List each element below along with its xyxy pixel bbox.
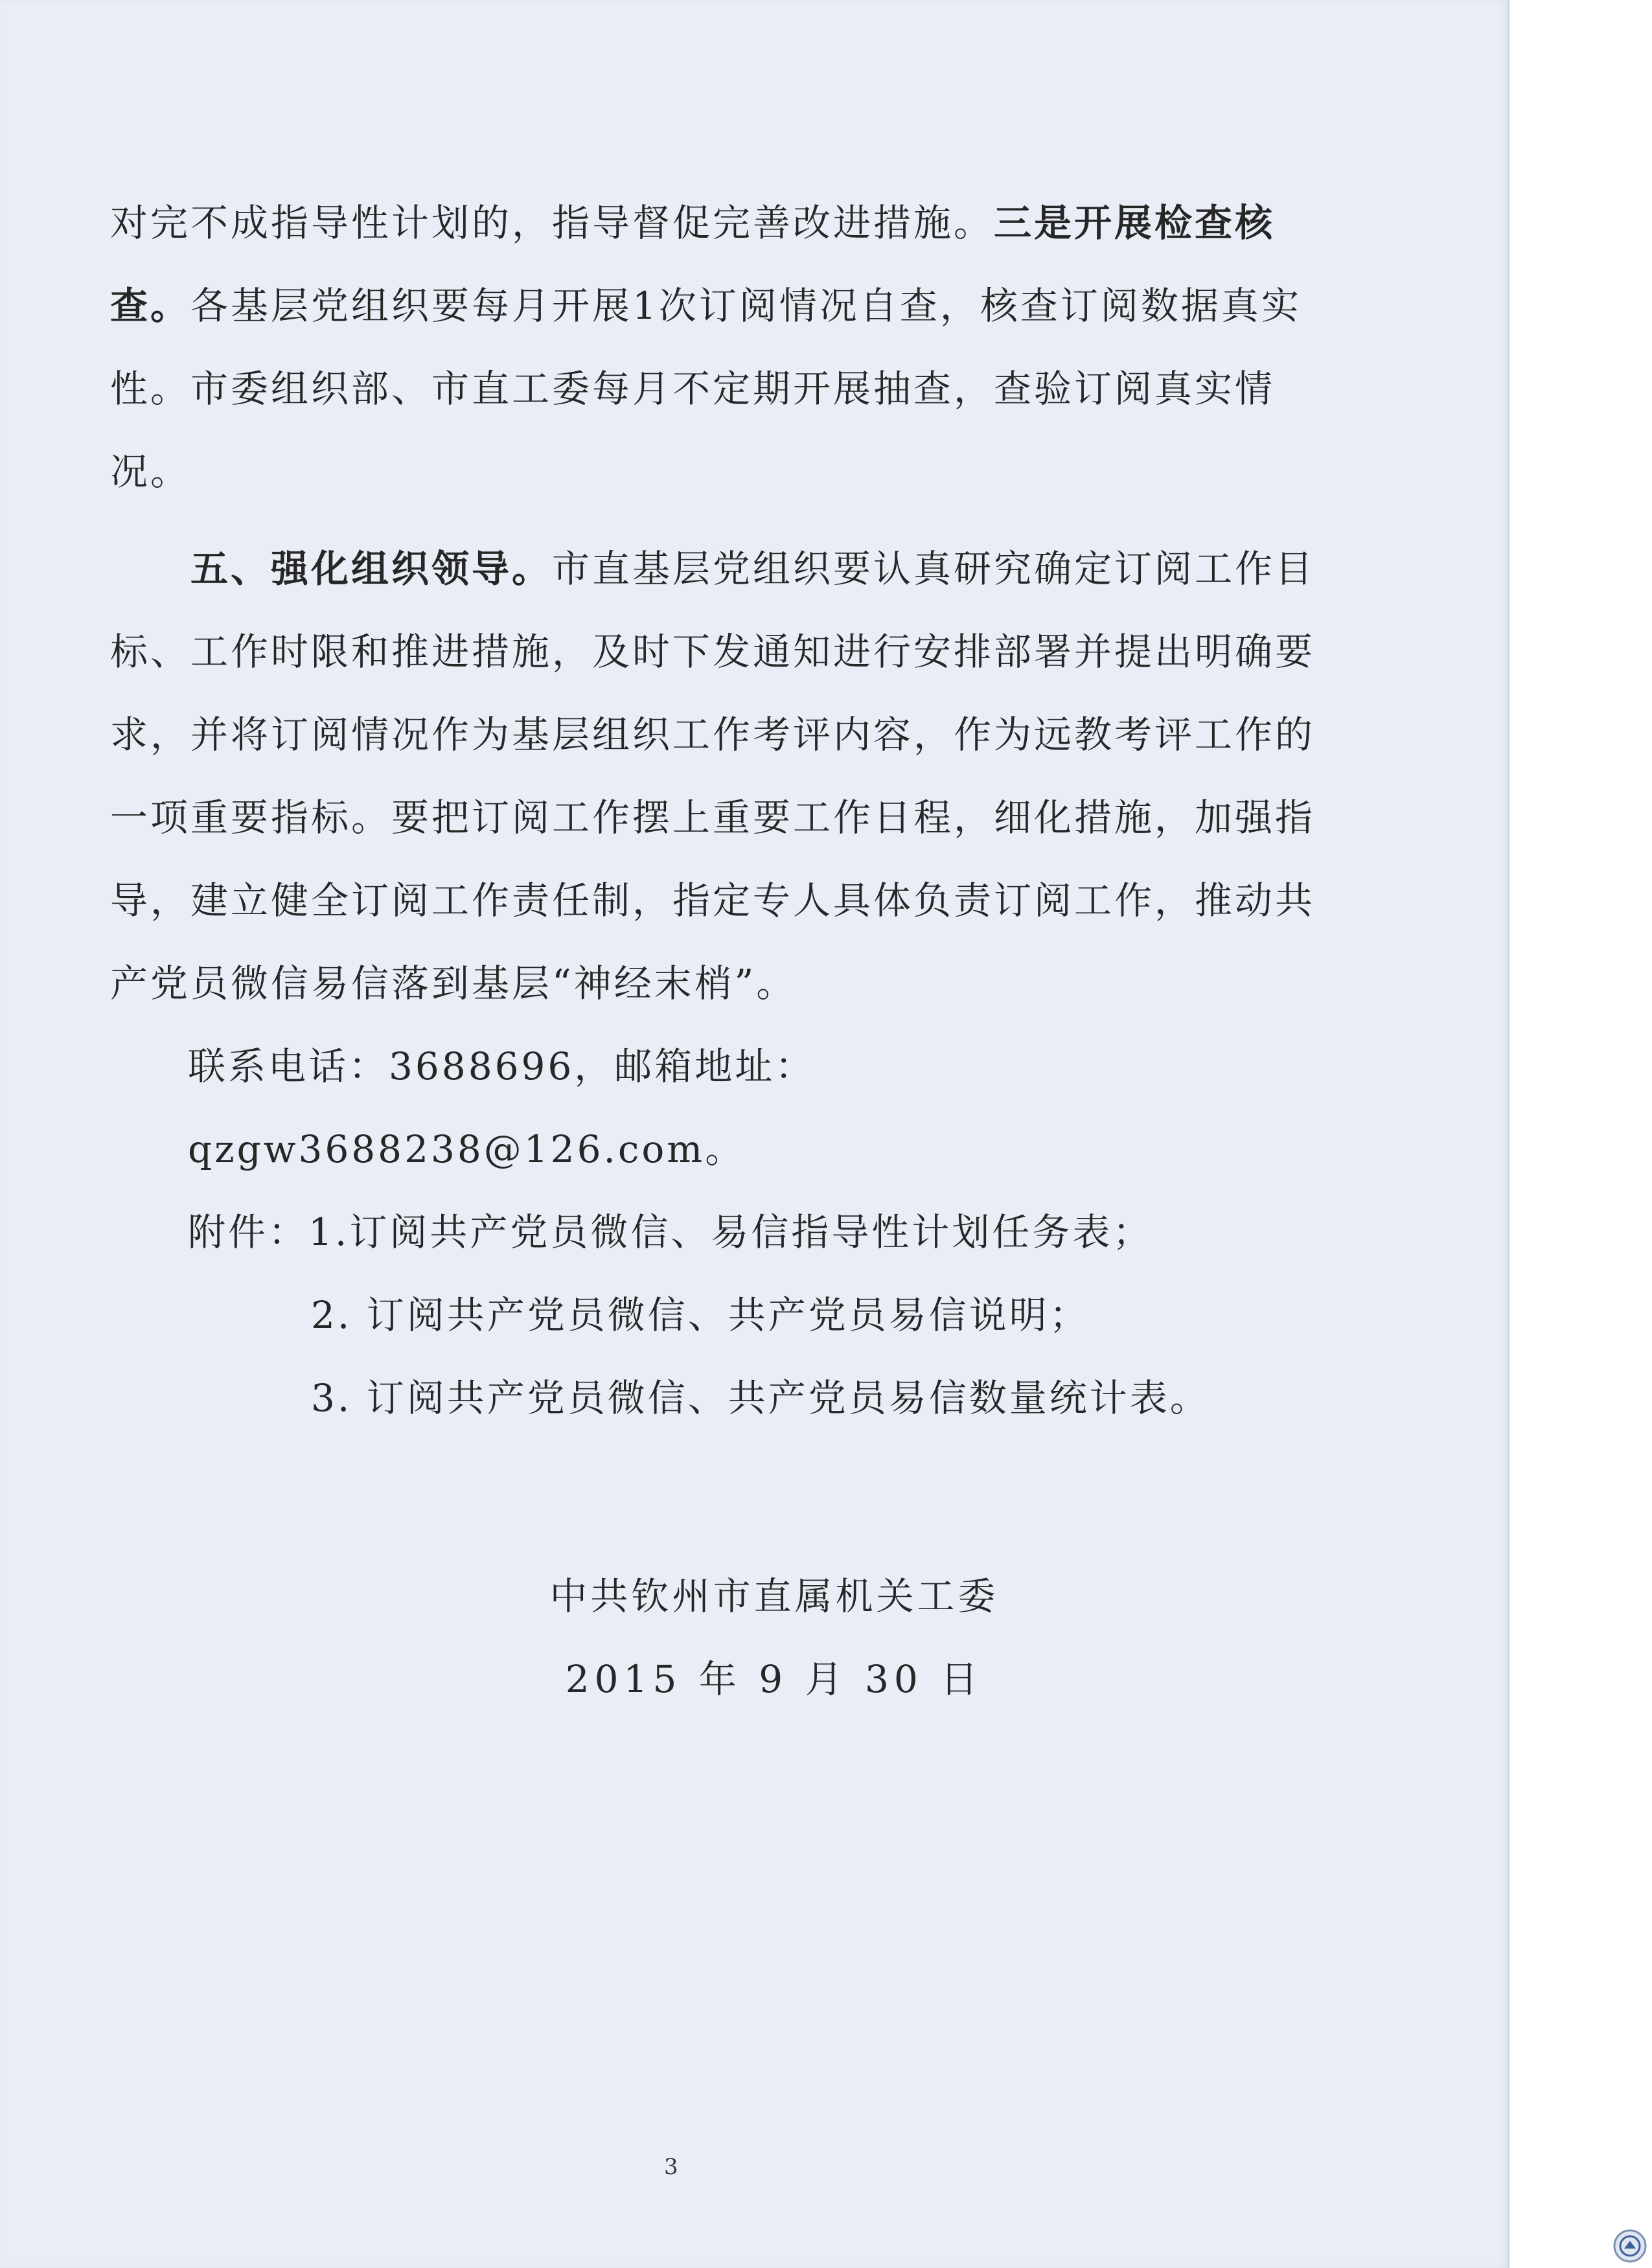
document-body [110, 181, 1341, 1439]
attachment-1: 附件：1.订阅共产党员微信、易信指导性计划任务表； [188, 1210, 1153, 1254]
issuing-organization: 中共钦州市直属机关工委 [549, 1574, 999, 1618]
section-5-heading: 五、强化组织领导。 [190, 547, 553, 591]
contact-line: 联系电话：3688696，邮箱地址：qzgw3688238@126.com。 [188, 1044, 816, 1171]
scanner-logo-icon [1613, 2229, 1647, 2263]
paragraph-3-body: 各基层党组织要每月开展1次订阅情况自查，核查订阅数据真实性。市委组织部、市直工委每月不定期开展抽查，查验订阅真实情况。 [110, 284, 1302, 494]
issue-date: 2015 年 9 月 30 日 [565, 1657, 983, 1701]
attachment-2: 2. 订阅共产党员微信、共产党员易信说明； [311, 1293, 1090, 1337]
paragraph-3-text: 对完不成指导性计划的，指导督促完善改进措施。 [110, 201, 994, 245]
attachment-3: 3. 订阅共产党员微信、共产党员易信数量统计表。 [311, 1376, 1210, 1420]
section-5-body: 市直基层党组织要认真研究确定订阅工作目标、工作时限和推进措施，及时下发通知进行安排部署并提出明确要求，并将订阅情况作为基层组织工作考评内容，作为远教考评工作的一项重要指标。要把订阅工作摆上重要工作日程，细化措施，加强指导，建立健全订阅工作责任制，指定专人具体负责订阅工作，推动共产党员微信易信落到基层“神经末梢”。 [110, 547, 1316, 1005]
paragraph-3 [110, 181, 1341, 513]
page-number: 3 [664, 2154, 678, 2180]
signature-block [0, 1555, 1509, 1721]
paragraph-3-heading: 三是开展检查核查。 [110, 201, 1276, 328]
paragraph-5 [110, 527, 1341, 1025]
